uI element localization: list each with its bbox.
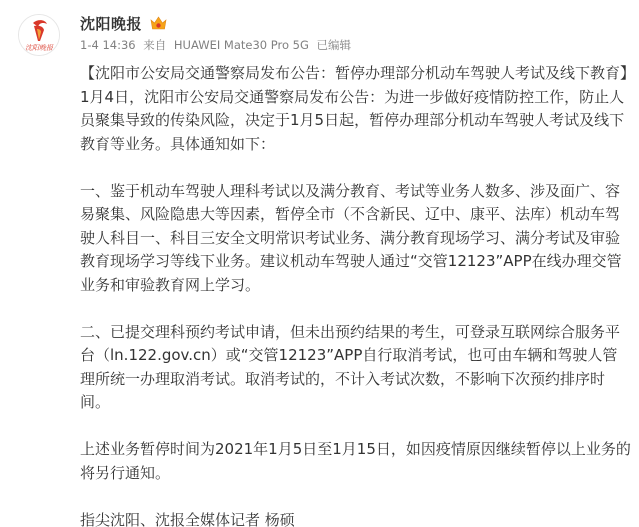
vip-crown-icon[interactable] xyxy=(150,16,167,31)
avatar[interactable] xyxy=(18,14,60,56)
name-row xyxy=(80,10,355,36)
post-content xyxy=(80,62,632,527)
post-paragraph-item-1: 一、鉴于机动车驾驶人理科考试以及满分教育、考试等业务人数多、涉及面广、容易聚集、风险隐患大等因素，暂停全市（不含新民、辽中、康平、法库）机动车驾驶人科目一、科目三安全文明常识考试业务、满分教育现场学习、满分考试及审验教育现场学习等线下业务。建议机动车驾驶人通过“交管12123”APP在线办理交管业务和审验教育网上学习。 xyxy=(80,181,622,294)
paragraph-spacer xyxy=(80,297,632,321)
source-prefix: 来自 xyxy=(143,38,167,52)
post-paragraph-intro: 【沈阳市公安局交通警察局发布公告：暂停办理部分机动车驾驶人考试及线下教育】1月4日，沈阳市公安局交通警察局发布公告：为进一步做好疫情防控工作，防止人员聚集导致的传染风险，决定于1月5日起，暂停办理部分机动车驾驶人考试及线下教育等业务。具体通知如下： xyxy=(80,64,628,153)
paragraph-spacer xyxy=(80,415,632,439)
post-header xyxy=(80,10,355,53)
post-time[interactable]: 1-4 14:36 xyxy=(80,38,136,52)
source-device[interactable]: HUAWEI Mate30 Pro 5G xyxy=(173,38,309,52)
paragraph-spacer xyxy=(80,156,632,180)
post-paragraph-period: 上述业务暂停时间为2021年1月5日至1月15日，如因疫情原因继续暂停以上业务的将另行通知。 xyxy=(80,440,631,482)
post-paragraph-byline: 指尖沈阳、沈报全媒体记者 杨硕 xyxy=(80,510,295,527)
avatar-logo-icon xyxy=(19,15,59,55)
account-name[interactable]: 沈阳晚报 xyxy=(80,14,143,33)
post-paragraph-item-2: 二、已提交理科预约考试申请，但未出预约结果的考生，可登录互联网综合服务平台（ln.122.gov.cn）或“交管12123”APP自行取消考试，也可由车辆和驾驶人管理所统一办理取消考试。取消考试的，不计入考试次数，不影响下次预约排序时间。 xyxy=(80,322,621,411)
avatar-text: 沈阳晚报 xyxy=(25,44,53,52)
post-meta xyxy=(80,37,355,53)
paragraph-spacer xyxy=(80,485,632,509)
edited-label[interactable]: 已编辑 xyxy=(316,38,352,52)
